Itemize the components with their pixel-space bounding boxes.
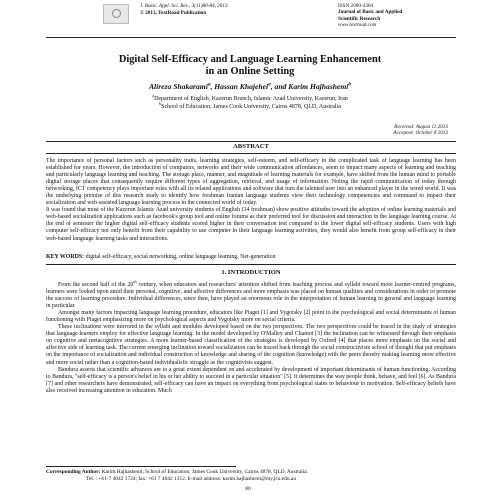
keywords-label: KEY WORDS: <box>46 254 85 260</box>
author-separator-2: , and <box>270 82 289 91</box>
body-paragraph-4: Bandura asserts that scientific advances are to a great extent dependent on and accelerated by development of important determinants of human functioning. According to Bandura, "self-efficacy is a person's belief in his or her ability to succeed in a particular situation" [5]. It determines the way people think, behave, and feel [6]. As Bandura [7] and other researchers have demonstrated, self-efficacy can have an impact on everything from psychological states to behaviour to motivation. Self-efficacy beliefs have also received increasing attention in education. Much <box>46 366 456 394</box>
affiliation-a <box>60 93 440 103</box>
body-paragraph-3: These inclinations were mirrored in the syllabi and modules developed based on the two perspectives. The two perspectives could be traced in the study of strategies that language learners employ for effective language learning. In the model developed by O'Malley and Chamot [3] the inclination can be witnessed through their emphasis on cognitive and metacognitive strategies. A more learner-based classification of the strategies is developed by Oxford [4] that places more emphasis on the social and affective side of learning task. The current emerging inclination toward socialization can be traced back through the social constructivism school of thought that put emphasis on the importance of socialization and individual construction of knowledge and sharing of the cognition (knowledge) with the peers thereby making learning more effective and more social rather than a cognition-based individualistic struggle as the cognitivists suggest. <box>46 324 456 366</box>
keywords-rule <box>46 264 456 265</box>
journal-citation: J. Basic. Appl. Sci. Res., 3(11)80-84, 2013 <box>140 3 228 9</box>
body-paragraph-1 <box>46 279 456 310</box>
journal-name-line-1: Journal of Basic and Applied <box>338 9 403 16</box>
journal-name-line-2: Scientific Research <box>338 15 381 22</box>
affiliation-b-marker: b <box>159 101 162 106</box>
keywords-text: digital self-efficacy, social networking, online language learning, Net-generation <box>84 254 276 260</box>
abstract-heading-rule <box>46 153 456 154</box>
abstract-heading: ABSTRACT <box>233 143 269 150</box>
accepted-date: Accepted: October 8 2013 <box>393 130 448 136</box>
footnote-rule <box>46 466 236 467</box>
abstract-body <box>46 158 456 243</box>
author-2: Hassan Khajehei <box>214 82 269 91</box>
body-p1-superscript: th <box>133 279 137 285</box>
corresponding-label: Corresponding Author: <box>46 469 101 475</box>
affiliation-a-marker: a <box>152 93 155 98</box>
paper-title <box>60 54 440 78</box>
page-number: 80 <box>245 486 251 492</box>
header-rule <box>46 37 456 38</box>
introduction-body <box>46 279 456 395</box>
affiliation-b <box>60 101 440 111</box>
body-paragraph-2: Amongst many factors impacting language learning procedure, educators like Piaget [1] and Vygotsky [2] point to the psychological and social determinants of human functioning with Piaget emphasizing more on psychological aspects and Vygotsky more on social criteria. <box>46 310 456 324</box>
author-1-affil: a <box>207 81 211 88</box>
abstract-top-rule <box>46 141 456 142</box>
affiliation-a-text: Department of English, Kazerun Branch, Islamic Azad University, Kazerun, Iran <box>154 96 348 102</box>
body-p1-rest: century, when educators and researchers' attention shifted from teaching process and syllabi toward more learner-centred programs, learners were looked upon amid their personal, cognitive, and affective differences and more emphasis was placed on human qualities and considerations in order to promote the success of learning procedure. Individual differences, since then, have played an enormous role in the interpretation of human learning in general and language learning in particular. <box>46 282 456 310</box>
title-line-1: Digital Self-Efficacy and Language Learning Enhancement <box>118 54 382 65</box>
journal-website: www.textroad.com <box>338 21 377 28</box>
abstract-paragraph-2: It was found that most of the Kazerun Islamic Azad university students of English (34 freshman) show positive attitudes toward the adoption of online learning materials and web-based socialization applications such as facebook's group tool and online forums as their preferred tool for discussion and interaction in the language learning course. At the end of semester the higher digital self-efficacy students scored higher in their conversation test compared to the lower digital self-efficacy students. Users with high computer self-efficacy not only benefit from their capability to use computer in their language learning activities, they would also benefit from group self-efficacy in their web-based language learning tasks and interactions. <box>46 207 456 242</box>
corresponding-line-2: Tel. : +61-7 4042 1724; fax: +61 7 4042 1312. E-mail address: karim.hajhashemi@my.jcu.edu.au <box>86 475 297 482</box>
introduction-heading: 1. INTRODUCTION <box>221 269 281 276</box>
copyright-notice: © 2013, TextRoad Publication <box>140 10 207 16</box>
affiliation-b-text: School of Education, James Cook University, Cairns 4878, QLD, Australia <box>161 104 341 110</box>
author-2-affil: a <box>268 81 271 88</box>
author-separator-1: , <box>210 82 215 91</box>
issn: ISSN 2090-4304 <box>338 3 374 9</box>
corresponding-author <box>46 469 456 482</box>
corresponding-text: Karim Hajhashemi, School of Education, James Cook University, Cairns 4878, QLD, Australia. <box>100 469 309 475</box>
author-3: Karim Hajhashemi <box>288 82 349 91</box>
received-date: Received: August 11 2013 <box>394 124 448 130</box>
title-line-2: in an Online Setting <box>205 66 295 77</box>
keywords <box>46 254 456 261</box>
header-right <box>338 3 458 28</box>
author-3-affil: b <box>348 81 352 88</box>
header-left <box>140 3 300 17</box>
author-1: Alireza Shakarami <box>148 82 208 91</box>
corresponding-line-1 <box>46 469 456 476</box>
journal-logo <box>103 4 129 24</box>
abstract-paragraph-1: The importance of personal factors such as personality traits, learning strategies, self-esteem, and self-efficacy in the complicated task of language learning has been established for years. However, the introduction of computers, networks and their wide communication affordances, seem to impact many aspects of learning and teaching and particularly language learning and teaching. The storage place, manner, and magnitude of learning materials for example, have shifted from the human mind to portable digital storage places that consequently require different types of aggregation, retrieval, and usage of information. Noting the rapid communication of today through networking, ICT competency plays important roles with all its related applications and software that turn the talented user into an enhanced player in the wired world. It was the underlying premise of this research study to identify how freshman Iranian language students view their technology competencies and command to impact their socialization and web-assisted language learning process in the connected world of today. <box>46 158 456 207</box>
author-list <box>60 82 440 91</box>
body-p1-start: From the second half of the 20 <box>58 282 134 288</box>
